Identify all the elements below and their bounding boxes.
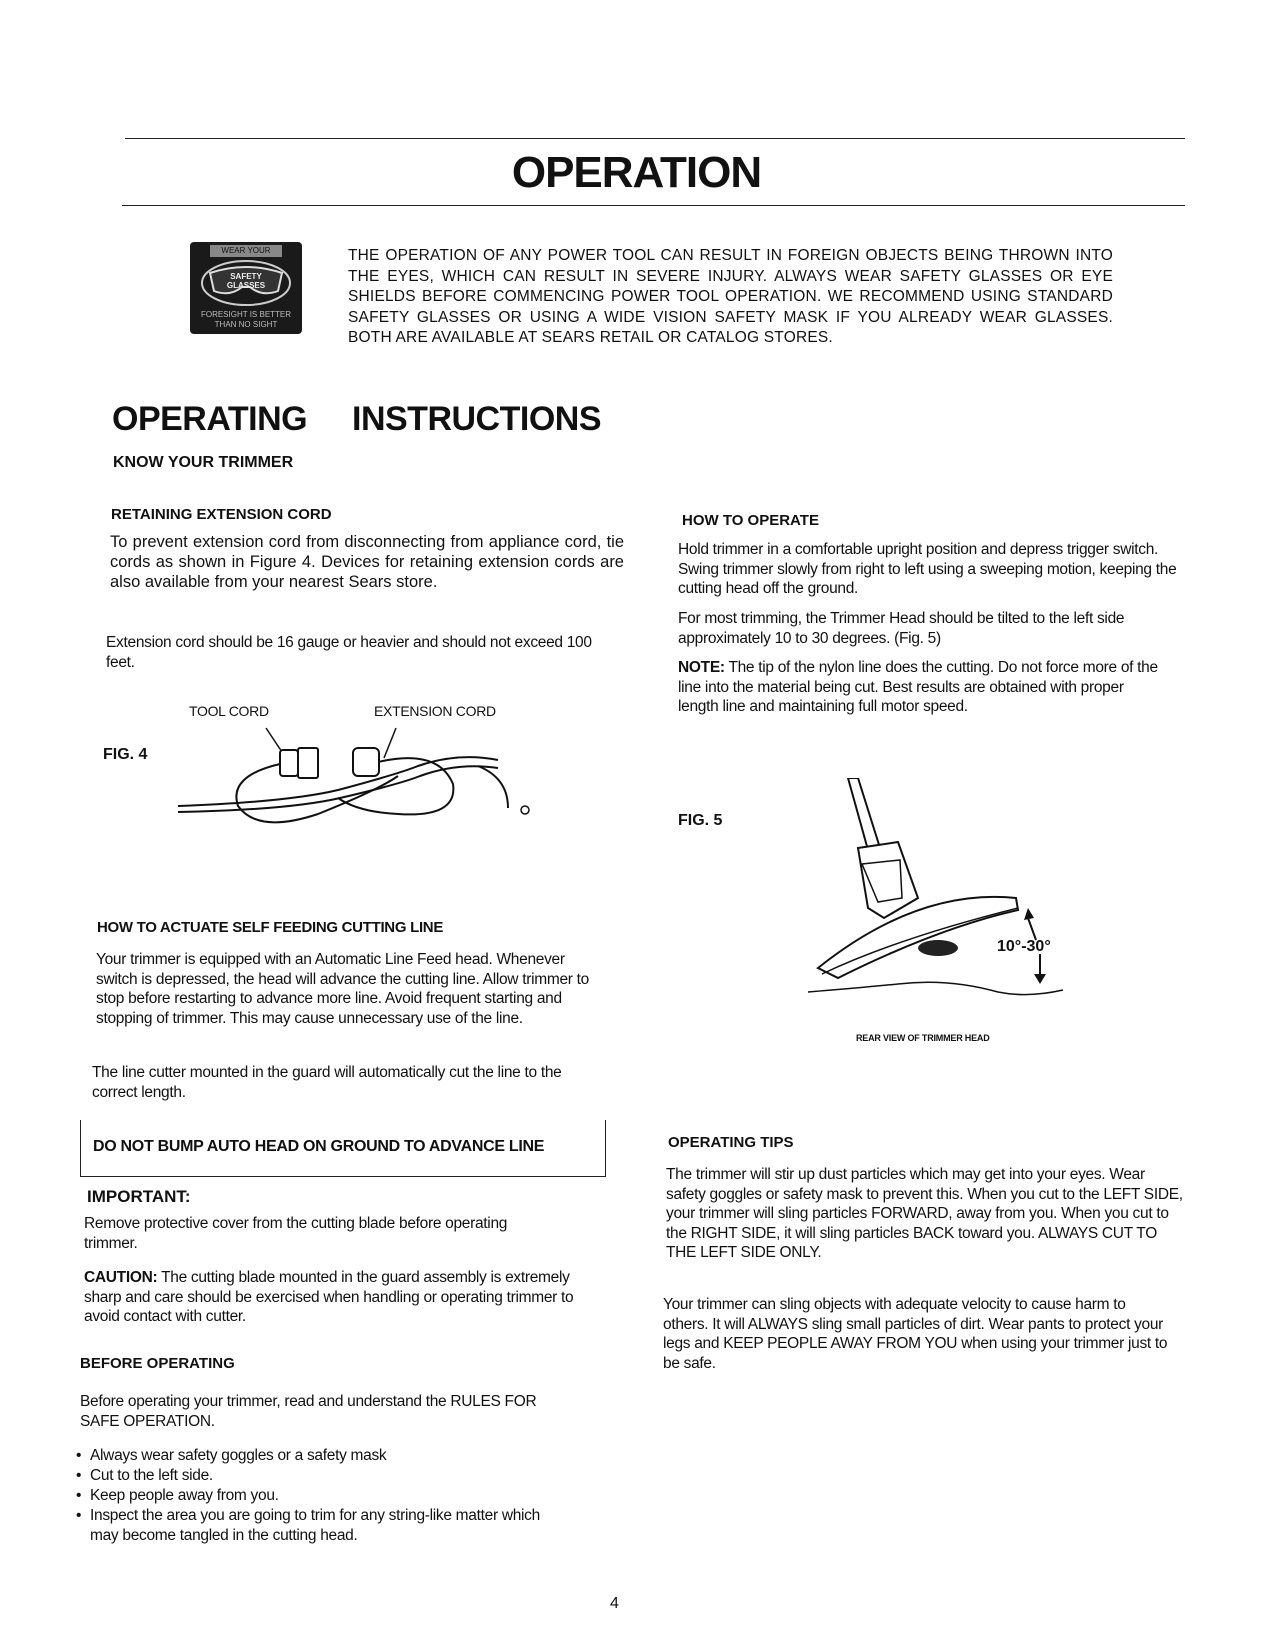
caution-paragraph: [84, 1268, 604, 1327]
before-operating-paragraph: Before operating your trimmer, read and understand the RULES FOR SAFE OPERATION.: [80, 1393, 537, 1430]
safety-warning-text: THE OPERATION OF ANY POWER TOOL CAN RESULT IN FOREIGN OBJECTS BEING THROWN INTO THE EYES, WHICH CAN RESULT IN SEVERE INJURY. ALWAYS WEAR SAFETY GLASSES OR EYE SHIELDS BEFORE COMMENCING POWER TOOL OPERATION. WE RECOMMEND USING STANDARD SAFETY GLASSES OR USING A WIDE VISION SAFETY MASK IF YOU ALREADY WEAR GLASSES. BOTH ARE AVAILABLE AT SEARS RETAIL OR CATALOG STORES.: [348, 247, 1113, 346]
how-to-operate-paragraph-2: For most trimming, the Trimmer Head should be tilted to the left side approximately 10 to 30 degrees. (Fig. 5): [678, 610, 1125, 647]
note-label: NOTE:: [678, 659, 725, 676]
note-text: The tip of the nylon line does the cutting. Do not force more of the line into the material being cut. Best results are obtained with proper length line and maintaining full motor speed.: [678, 659, 1158, 715]
section-title-right: INSTRUCTIONS: [352, 400, 601, 438]
fig4-label: FIG. 4: [103, 746, 148, 763]
badge-bottom-label: FORESIGHT IS BETTER THAN NO SIGHT: [200, 310, 292, 329]
how-to-operate-heading: HOW TO OPERATE: [682, 512, 819, 529]
important-paragraph: Remove protective cover from the cutting blade before operating trimmer.: [84, 1215, 508, 1252]
list-item: • Always wear safety goggles or a safety mask: [76, 1446, 596, 1466]
operating-tips-heading: OPERATING TIPS: [668, 1134, 794, 1151]
note-paragraph: [678, 658, 1168, 717]
important-heading: IMPORTANT:: [87, 1187, 191, 1206]
fig5-caption: REAR VIEW OF TRIMMER HEAD: [856, 1033, 990, 1043]
fig4-extension-cord-label: EXTENSION CORD: [374, 703, 496, 719]
page-title: OPERATION: [511, 148, 762, 197]
boxed-warning: [80, 1120, 606, 1177]
page-number: 4: [610, 1595, 619, 1612]
caution-label: CAUTION:: [84, 1269, 158, 1286]
section-subtitle: KNOW YOUR TRIMMER: [113, 454, 294, 471]
retaining-paragraph-1: To prevent extension cord from disconnecting from appliance cord, tie cords as shown in Figure 4. Devices for retaining extension cords are also available from your nearest Sears store.: [110, 533, 624, 591]
list-item: • Keep people away from you.: [76, 1486, 596, 1506]
retaining-heading: RETAINING EXTENSION CORD: [111, 506, 332, 523]
list-item: • Cut to the left side.: [76, 1466, 596, 1486]
list-item: • Inspect the area you are going to trim for any string-like matter which may become tangled in the cutting head.: [76, 1506, 550, 1546]
top-rule: [125, 138, 1185, 139]
fig5-trimmer-head-illustration: [798, 778, 1088, 1018]
boxed-warning-text: DO NOT BUMP AUTO HEAD ON GROUND TO ADVANCE LINE: [93, 1138, 545, 1155]
caution-text: The cutting blade mounted in the guard assembly is extremely sharp and care should be exercised when handling or operating trimmer to avoid contact with cutter.: [84, 1269, 574, 1325]
safety-glasses-badge: [190, 242, 302, 334]
fig4-tool-cord-label: TOOL CORD: [189, 703, 269, 719]
fig4-cord-knot-illustration: [168, 718, 538, 828]
operating-tips-paragraph-2: Your trimmer can sling objects with adequate velocity to cause harm to others. It will ALWAYS sling small particles of dirt. Wear pants to protect your legs and KEEP PEOPLE AWAY FROM YOU when using your trimmer just to be safe.: [663, 1296, 1168, 1372]
how-to-operate-paragraph-1: Hold trimmer in a comfortable upright position and depress trigger switch. Swing trimmer slowly from right to left using a sweeping motion, keeping the cutting head off the ground.: [678, 541, 1177, 597]
title-underline: [122, 205, 1185, 206]
before-operating-heading: BEFORE OPERATING: [80, 1355, 235, 1372]
badge-glasses-label: SAFETY GLASSES: [226, 272, 266, 290]
safety-bullet-list: [76, 1446, 596, 1546]
actuate-paragraph-1: Your trimmer is equipped with an Automatic Line Feed head. Whenever switch is depressed, the head will advance the cutting line. Allow trimmer to stop before restarting to advance more line. Avoid frequent starting and stopping of trimmer. This may cause unnecessary use of the line.: [96, 951, 589, 1027]
fig5-label: FIG. 5: [678, 812, 723, 829]
retaining-paragraph-2: Extension cord should be 16 gauge or heavier and should not exceed 100 feet.: [106, 634, 592, 671]
section-title-left: OPERATING: [112, 400, 308, 438]
fig5-angle-label: 10°-30°: [997, 938, 1051, 955]
operating-tips-paragraph-1: The trimmer will stir up dust particles which may get into your eyes. Wear safety goggles or safety mask to prevent this. When you cut to the LEFT SIDE, your trimmer will sling particles FORWARD, away from you. When you cut to the RIGHT SIDE, it will sling particles BACK toward you. ALWAYS CUT TO THE LEFT SIDE ONLY.: [666, 1166, 1183, 1261]
badge-top-label: WEAR YOUR: [210, 245, 282, 257]
actuate-heading: HOW TO ACTUATE SELF FEEDING CUTTING LINE: [97, 919, 444, 936]
actuate-paragraph-2: The line cutter mounted in the guard will automatically cut the line to the correct length.: [92, 1064, 562, 1101]
